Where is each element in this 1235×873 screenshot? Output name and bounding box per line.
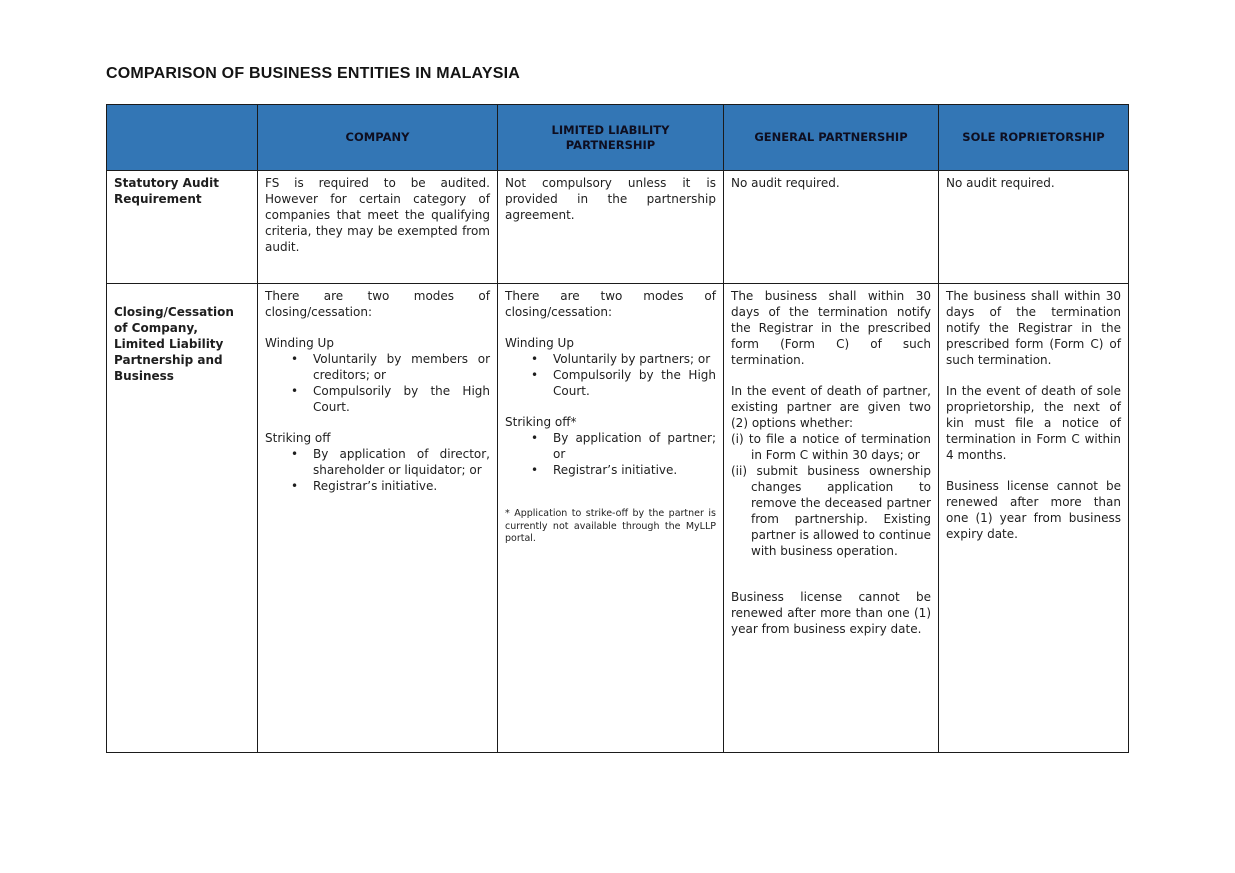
option-item: (ii) submit business ownership changes application to remove the deceased partner from partnership. Existing partner is allowed to continue with business operation. bbox=[731, 464, 931, 558]
audit-gp-text: No audit required. bbox=[731, 176, 840, 190]
page-title: COMPARISON OF BUSINESS ENTITIES IN MALAYSIA bbox=[106, 64, 520, 82]
closing-company-winding-list bbox=[265, 351, 490, 415]
bullet-item: • Voluntarily by partners; or bbox=[505, 351, 716, 367]
closing-gp-para1: The business shall within 30 days of the termination notify the Registrar in the prescribed form (Form C) of such termination. bbox=[731, 289, 931, 367]
cell-audit-company bbox=[258, 171, 498, 284]
bullet-item: • By application of partner; or bbox=[505, 430, 716, 462]
closing-gp-options-list bbox=[731, 431, 931, 559]
closing-gp-para3: Business license cannot be renewed after more than one (1) year from business expiry date. bbox=[731, 590, 931, 636]
row-label-closing-cessation bbox=[107, 284, 258, 753]
option-item: (i) to file a notice of termination in Form C within 30 days; or bbox=[731, 432, 931, 462]
cell-closing-llp bbox=[498, 284, 724, 753]
table-header-row bbox=[107, 105, 1129, 171]
cell-audit-gp bbox=[724, 171, 939, 284]
column-header-company: COMPANY bbox=[258, 105, 498, 171]
row-closing-cessation bbox=[107, 284, 1129, 753]
bullet-item: • By application of director, shareholder or liquidator; or bbox=[265, 446, 490, 478]
closing-sp-para2: In the event of death of sole proprietorship, the next of kin must file a notice of termination in Form C within 4 months. bbox=[946, 384, 1121, 462]
column-header-blank bbox=[107, 105, 258, 171]
cell-closing-company bbox=[258, 284, 498, 753]
closing-label-text: Closing/Cessation of Company, Limited Liability Partnership and Business bbox=[114, 305, 234, 383]
closing-sp-para3: Business license cannot be renewed after more than one (1) year from business expiry date. bbox=[946, 479, 1121, 541]
closing-llp-striking-list bbox=[505, 430, 716, 478]
llp-strike-off-footnote: * Application to strike-off by the partner is currently not available through the MyLLP portal. bbox=[505, 508, 716, 544]
closing-company-striking-list bbox=[265, 446, 490, 494]
closing-gp-para2: In the event of death of partner, existing partner are given two (2) options whether: bbox=[731, 384, 931, 430]
bullet-item: • Compulsorily by the High Court. bbox=[505, 367, 716, 399]
closing-sp-para1: The business shall within 30 days of the termination notify the Registrar in the prescribed form (Form C) of such termination. bbox=[946, 289, 1121, 367]
column-header-general-partnership: GENERAL PARTNERSHIP bbox=[724, 105, 939, 171]
audit-company-text: FS is required to be audited. However for certain category of companies that meet the qualifying criteria, they may be exempted from audit. bbox=[265, 176, 490, 254]
column-header-sole-proprietorship: SOLE ROPRIETORSHIP bbox=[939, 105, 1129, 171]
closing-llp-winding-heading: Winding Up bbox=[505, 336, 574, 350]
bullet-item: • Compulsorily by the High Court. bbox=[265, 383, 490, 415]
closing-llp-intro: There are two modes of closing/cessation: bbox=[505, 289, 716, 319]
bullet-item: • Registrar’s initiative. bbox=[505, 462, 716, 478]
closing-company-intro: There are two modes of closing/cessation: bbox=[265, 289, 490, 319]
audit-llp-text: Not compulsory unless it is provided in the partnership agreement. bbox=[505, 176, 716, 222]
comparison-table bbox=[106, 104, 1129, 753]
cell-closing-gp bbox=[724, 284, 939, 753]
bullet-item: • Voluntarily by members or creditors; or bbox=[265, 351, 490, 383]
cell-audit-sp bbox=[939, 171, 1129, 284]
closing-company-striking-heading: Striking off bbox=[265, 431, 331, 445]
row-statutory-audit bbox=[107, 171, 1129, 284]
row-label-statutory-audit: Statutory Audit Requirement bbox=[107, 171, 258, 284]
closing-llp-winding-list bbox=[505, 351, 716, 399]
bullet-item: • Registrar’s initiative. bbox=[265, 478, 490, 494]
cell-closing-sp bbox=[939, 284, 1129, 753]
closing-company-winding-heading: Winding Up bbox=[265, 336, 334, 350]
closing-llp-striking-heading: Striking off* bbox=[505, 415, 577, 429]
audit-sp-text: No audit required. bbox=[946, 176, 1055, 190]
column-header-llp: LIMITED LIABILITY PARTNERSHIP bbox=[498, 105, 724, 171]
cell-audit-llp bbox=[498, 171, 724, 284]
